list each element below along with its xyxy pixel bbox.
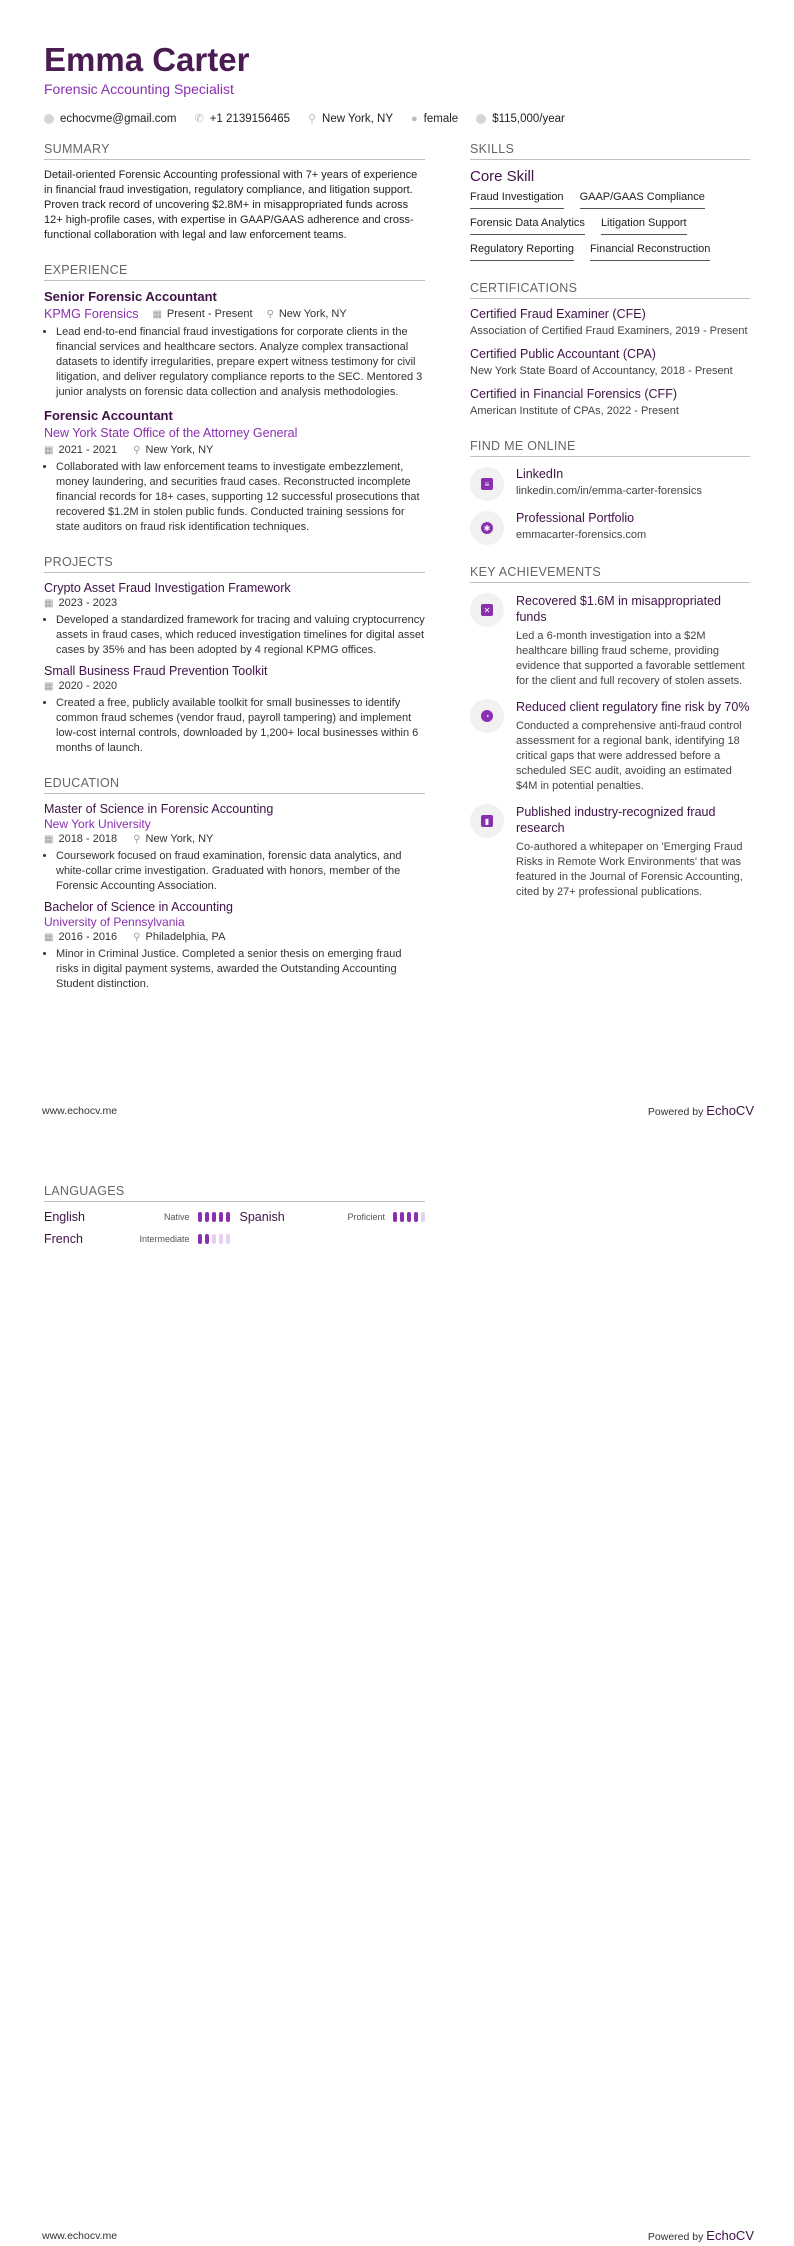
skill-tag: Fraud Investigation: [470, 191, 564, 209]
achievement-title: Recovered $1.6M in misappropriated funds: [516, 594, 721, 624]
left-column: [44, 142, 425, 1012]
experience-heading: EXPERIENCE: [44, 263, 425, 281]
degree-title: Master of Science in Forensic Accounting: [44, 802, 274, 816]
project-dates: [44, 597, 117, 609]
page-footer: [42, 2228, 754, 2243]
language-entry: [44, 1232, 230, 1246]
skill-tag: GAAP/GAAS Compliance: [580, 191, 705, 209]
location-pin-icon: ⚲: [266, 308, 274, 320]
skills-section: [470, 142, 750, 261]
education-dates: [44, 833, 117, 845]
level-bar: [212, 1212, 216, 1222]
footer-site[interactable]: www.echocv.me: [42, 1104, 118, 1117]
online-link-linkedin[interactable]: [470, 467, 750, 501]
project-bullets: [44, 613, 425, 658]
language-level-wrap: [347, 1212, 425, 1222]
link-icon-wrap: [470, 467, 504, 501]
language-level: Native: [163, 1212, 190, 1222]
achievement-title: Published industry-recognized fraud research: [516, 805, 716, 835]
calendar-icon: ▦: [44, 680, 54, 692]
skill-tag: Litigation Support: [601, 217, 687, 235]
certification-detail: Association of Certified Fraud Examiners, 2019 - Present: [470, 325, 748, 337]
online-link-url[interactable]: linkedin.com/in/emma-carter-forensics: [516, 485, 702, 497]
project-title: Small Business Fraud Prevention Toolkit: [44, 664, 268, 678]
calendar-icon: ▦: [152, 308, 162, 320]
job-dates-text: 2021 - 2021: [58, 444, 118, 456]
achievements-section: [470, 565, 750, 900]
achievement-entry: [470, 593, 750, 689]
language-level-bars: [198, 1234, 230, 1244]
degree-title: Bachelor of Science in Accounting: [44, 900, 234, 914]
contact-salary: [476, 113, 565, 125]
project-bullets: [44, 696, 425, 756]
bookmark-icon: ▮: [481, 815, 493, 827]
online-heading: FIND ME ONLINE: [470, 439, 750, 457]
calendar-icon: ▦: [44, 597, 54, 609]
level-bar: [421, 1212, 425, 1222]
job-entry: [44, 289, 425, 400]
achievement-entry: [470, 804, 750, 900]
education-entry: [44, 802, 425, 894]
footer-site[interactable]: www.echocv.me: [42, 2229, 118, 2242]
job-location: [133, 444, 213, 456]
education-location-text: New York, NY: [145, 833, 214, 845]
project-dates: [44, 680, 117, 692]
certification-name: Certified Fraud Examiner (CFE): [470, 307, 646, 321]
gender-text: female: [423, 112, 459, 125]
project-dates-text: 2020 - 2020: [58, 680, 118, 692]
certifications-section: [470, 281, 750, 419]
job-org: KPMG Forensics: [44, 307, 139, 321]
language-level: Intermediate: [139, 1234, 190, 1244]
project-meta: [44, 680, 425, 692]
job-title: Senior Forensic Accountant: [44, 289, 217, 304]
language-entry: [240, 1210, 426, 1224]
education-bullet: • Coursework focused on fraud examination, forensic data analytics, and white-collar crime investigation. Graduated with honors, member of the Forensic Accounting Association.: [56, 849, 425, 894]
education-bullets: [44, 947, 425, 992]
job-location-text: New York, NY: [145, 444, 214, 456]
certification-detail: American Institute of CPAs, 2022 - Present: [470, 405, 679, 417]
project-bullet: • Created a free, publicly available toolkit for small businesses to identify common fraud schemes (vendor fraud, payroll tampering) and implement low-cost internal controls, downloaded by 1,200+ local businesses within 6 months of launch.: [56, 696, 425, 756]
location-pin-icon: ⚲: [133, 931, 141, 943]
language-name: French: [44, 1232, 83, 1246]
school-name: New York University: [44, 817, 151, 831]
pie-icon: ◔: [481, 710, 493, 722]
skills-list: [470, 191, 750, 261]
job-bullets: [44, 325, 425, 400]
online-link-title: LinkedIn: [516, 467, 564, 481]
achievement-icon-wrap: [470, 699, 504, 733]
job-meta-row: [44, 444, 425, 456]
education-location: [133, 833, 213, 845]
right-column: [470, 142, 750, 920]
candidate-name: Emma Carter: [44, 41, 250, 78]
achievement-title: Reduced client regulatory fine risk by 70%: [516, 700, 750, 714]
education-location: [133, 931, 225, 943]
project-title: Crypto Asset Fraud Investigation Framework: [44, 581, 291, 595]
level-bar: [407, 1212, 411, 1222]
job-bullet: • Lead end-to-end financial fraud investigations for corporate clients in the financial services and healthcare sectors. Analyze complex transactional datasets to identify irregularities, prepare expert witness testimony for civil litigation, and deliver regulatory compliance reports to the SEC. Mentored 3 junior analysts on forensic data collection and analysis methodologies.: [56, 325, 425, 400]
certification-entry: [470, 387, 750, 419]
job-bullets: [44, 460, 425, 535]
education-meta: [44, 833, 425, 845]
education-bullets: [44, 849, 425, 894]
achievement-entry: [470, 699, 750, 794]
certifications-heading: CERTIFICATIONS: [470, 281, 750, 299]
job-org: New York State Office of the Attorney General: [44, 426, 298, 440]
job-dates: [44, 444, 117, 456]
language-level-wrap: [164, 1212, 230, 1222]
salary-text: $115,000/year: [492, 112, 565, 125]
level-bar: [205, 1212, 209, 1222]
tag-icon: ✕: [481, 604, 493, 616]
footer-powered: [648, 1103, 754, 1118]
level-bar: [226, 1212, 230, 1222]
languages-grid: [44, 1210, 425, 1246]
education-section: [44, 776, 425, 992]
experience-section: [44, 263, 425, 535]
level-bar: [205, 1234, 209, 1244]
education-entry: [44, 900, 425, 992]
gear-icon: ✱: [481, 522, 493, 534]
skill-tag: Financial Reconstruction: [590, 243, 710, 261]
powered-by-text: Powered by: [647, 2231, 704, 2243]
level-bar: [198, 1212, 202, 1222]
page-footer: [42, 1103, 754, 1118]
location-text: New York, NY: [322, 112, 393, 125]
online-link-url[interactable]: emmacarter-forensics.com: [516, 529, 647, 541]
achievement-desc: Co-authored a whitepaper on 'Emerging Fraud Risks in Remote Work Environments' that was featured in the Journal of Forensic Accounting, cited by 27+ professional publications.: [516, 841, 743, 898]
job-location: [267, 308, 347, 320]
online-link-portfolio[interactable]: [470, 511, 750, 545]
money-icon: [476, 114, 486, 124]
location-pin-icon: ⚲: [133, 444, 141, 456]
education-dates-text: 2016 - 2016: [58, 931, 118, 943]
certification-entry: [470, 307, 750, 339]
certification-detail: New York State Board of Accountancy, 2018 - Present: [470, 365, 733, 377]
job-meta-row: [44, 307, 425, 321]
summary-section: [44, 142, 425, 243]
languages-section: [44, 1184, 425, 1246]
achievement-desc: Led a 6-month investigation into a $2M healthcare billing fraud scheme, providing evidence that supported a favorable settlement for the client and full recovery of stolen assets.: [516, 630, 745, 687]
contact-phone[interactable]: [195, 112, 290, 125]
level-bar: [219, 1212, 223, 1222]
contact-email[interactable]: [44, 113, 177, 125]
level-bar: [414, 1212, 418, 1222]
online-section: [470, 439, 750, 545]
school-name: University of Pennsylvania: [44, 915, 185, 929]
location-pin-icon: ⚲: [133, 833, 141, 845]
level-bar: [219, 1234, 223, 1244]
contact-gender: [411, 113, 458, 125]
project-meta: [44, 597, 425, 609]
achievement-desc: Conducted a comprehensive anti-fraud control assessment for a regional bank, identifying 18 critical gaps that were addressed before a scheduled SEC audit, avoiding an estimated $4M in potential penalties.: [516, 720, 742, 792]
language-name: Spanish: [239, 1210, 285, 1224]
skills-heading: SKILLS: [470, 142, 750, 160]
phone-text: +1 2139156465: [209, 112, 290, 125]
skills-group-title: Core Skill: [470, 168, 535, 185]
online-link-title: Professional Portfolio: [516, 511, 635, 525]
skill-tag: Forensic Data Analytics: [470, 217, 585, 235]
job-location-text: New York, NY: [278, 308, 347, 320]
education-location-text: Philadelphia, PA: [145, 931, 226, 943]
calendar-icon: ▦: [44, 444, 54, 456]
job-entry: [44, 408, 425, 535]
projects-section: [44, 555, 425, 756]
education-dates: [44, 931, 117, 943]
certification-name: Certified Public Accountant (CPA): [470, 347, 656, 361]
email-text: echocvme@gmail.com: [60, 112, 177, 125]
at-icon: [44, 114, 54, 124]
calendar-icon: ▦: [44, 833, 54, 845]
language-level-wrap: [139, 1234, 229, 1244]
language-name: English: [44, 1210, 85, 1224]
job-bullet: • Collaborated with law enforcement teams to investigate embezzlement, money laundering, and securities fraud cases. Reconstructed incomplete financial records for 18+ cases, supporting 12 successful prosecutions that recovered $1.2M in stolen public funds. Conducted training sessions for state auditors on fraud risk identification techniques.: [56, 460, 425, 535]
job-title: Forensic Accountant: [44, 408, 173, 423]
level-bar: [400, 1212, 404, 1222]
location-pin-icon: ⚲: [307, 113, 317, 125]
certification-name: Certified in Financial Forensics (CFF): [470, 387, 677, 401]
education-heading: EDUCATION: [44, 776, 425, 794]
link-icon-wrap: [470, 511, 504, 545]
phone-icon: ✆: [194, 113, 204, 125]
contact-row: [44, 112, 754, 125]
calendar-icon: ▦: [44, 931, 54, 943]
brand-logo: EchoCV: [706, 1103, 754, 1118]
summary-heading: SUMMARY: [44, 142, 425, 160]
level-bar: [393, 1212, 397, 1222]
achievements-heading: KEY ACHIEVEMENTS: [470, 565, 750, 583]
education-bullet: • Minor in Criminal Justice. Completed a senior thesis on emerging fraud risks in digital payment systems, awarded the Outstanding Accounting Student distinction.: [56, 947, 425, 992]
footer-powered: [648, 2228, 754, 2243]
project-entry: [44, 664, 425, 756]
contact-location: [308, 112, 393, 125]
resume-header: [44, 40, 754, 125]
level-bar: [212, 1234, 216, 1244]
powered-by-text: Powered by: [647, 1106, 704, 1118]
brand-logo: EchoCV: [706, 2228, 754, 2243]
document-icon: ≡: [481, 478, 493, 490]
language-level-bars: [393, 1212, 425, 1222]
project-dates-text: 2023 - 2023: [58, 597, 118, 609]
job-dates: [152, 308, 252, 320]
achievement-icon-wrap: [470, 593, 504, 627]
language-level-bars: [198, 1212, 230, 1222]
education-meta: [44, 931, 425, 943]
education-dates-text: 2018 - 2018: [58, 833, 118, 845]
level-bar: [198, 1234, 202, 1244]
candidate-role: Forensic Accounting Specialist: [44, 81, 234, 97]
person-icon: ●: [411, 112, 418, 125]
skill-tag: Regulatory Reporting: [470, 243, 574, 261]
project-entry: [44, 581, 425, 658]
language-entry: [44, 1210, 230, 1224]
summary-text: Detail-oriented Forensic Accounting professional with 7+ years of experience in financial fraud investigation, regulatory compliance, and litigation support. Proven track record of uncovering $2.8M+ in misappropriated funds across 12+ high-profile cases, with expertise in GAAP/GAAS adherence and cross-functional collaboration with legal and law enforcement teams.: [44, 169, 418, 241]
languages-heading: LANGUAGES: [44, 1184, 425, 1202]
job-dates-text: Present - Present: [166, 308, 253, 320]
achievement-icon-wrap: [470, 804, 504, 838]
language-level: Proficient: [347, 1212, 385, 1222]
certification-entry: [470, 347, 750, 379]
level-bar: [226, 1234, 230, 1244]
projects-heading: PROJECTS: [44, 555, 425, 573]
project-bullet: • Developed a standardized framework for tracing and valuing cryptocurrency assets in fraud cases, which reduced investigation timelines for digital asset cases by 35% and has been adopted by 4 regional KPMG offices.: [56, 613, 425, 658]
